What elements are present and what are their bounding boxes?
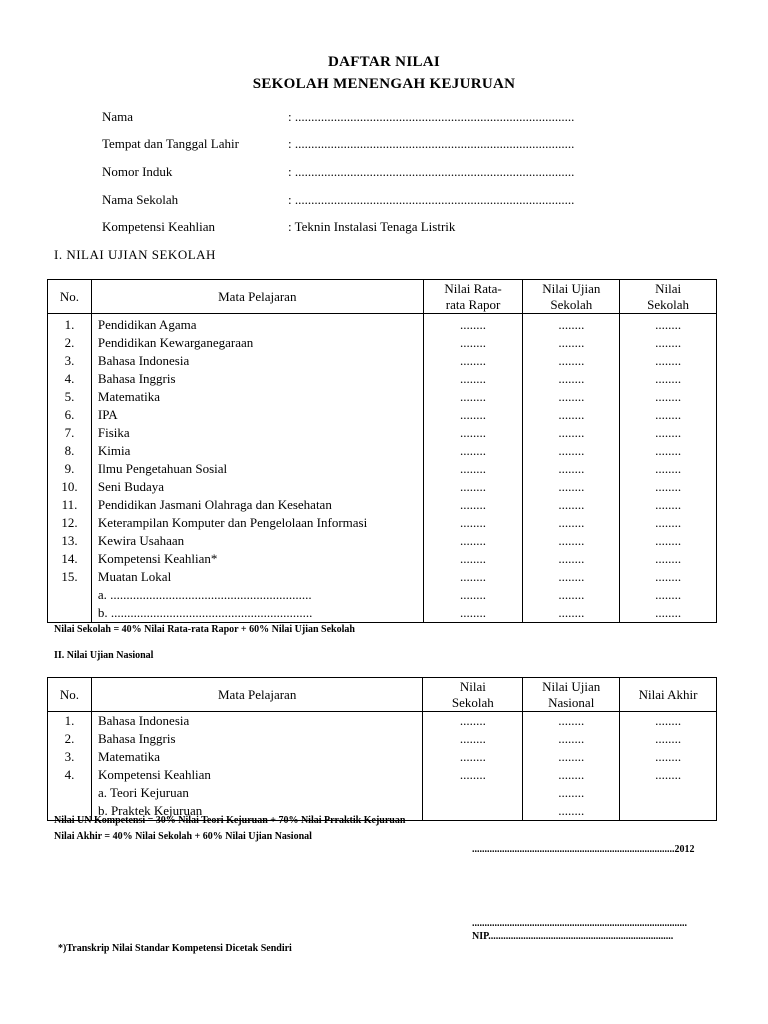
score-cell: ........ [620, 370, 717, 388]
subject-name: Matematika [91, 388, 423, 406]
score-cell: ........ [523, 496, 620, 514]
row-number: 9. [48, 460, 92, 478]
header-school-score: Nilai Sekolah [620, 280, 717, 314]
score-cell: ........ [423, 406, 523, 424]
score-cell [423, 784, 523, 802]
score-cell: ........ [523, 352, 620, 370]
identity-label: Nama Sekolah [102, 192, 179, 207]
score-cell: ........ [423, 514, 523, 532]
identity-value: : ...................................................................................... [288, 192, 575, 207]
row-number: 8. [48, 442, 92, 460]
score-cell [423, 802, 523, 821]
table-row [48, 586, 717, 604]
score-cell: ........ [523, 784, 620, 802]
identity-label: Tempat dan Tanggal Lahir [102, 136, 239, 151]
score-cell: ........ [523, 478, 620, 496]
score-cell: ........ [423, 424, 523, 442]
row-number: 3. [48, 748, 92, 766]
score-cell: ........ [620, 478, 717, 496]
national-exam-table [47, 677, 717, 821]
score-cell: ........ [523, 388, 620, 406]
table-row [48, 532, 717, 550]
row-number: 1. [48, 314, 92, 335]
score-cell: ........ [423, 712, 523, 731]
table-row [48, 712, 717, 731]
table-row [48, 370, 717, 388]
row-number: 4. [48, 766, 92, 784]
nip-line: NIP.......................................................................... [472, 931, 674, 942]
subject-name: Bahasa Inggris [91, 370, 423, 388]
score-cell: ........ [523, 604, 620, 623]
header-subject: Mata Pelajaran [91, 280, 423, 314]
row-number [48, 784, 92, 802]
identity-label: Nomor Induk [102, 164, 173, 179]
un-competency-formula: Nilai UN Kompetensi = 30% Nilai Teori Kejuruan + 70% Nilai Prraktik Kejuruan [54, 815, 406, 826]
score-cell: ........ [620, 586, 717, 604]
score-cell: ........ [620, 550, 717, 568]
score-cell: ........ [523, 532, 620, 550]
score-cell: ........ [523, 314, 620, 335]
score-cell: ........ [423, 532, 523, 550]
signature-name-line: ...................................................................................... [472, 918, 687, 929]
identity-label: Kompetensi Keahlian [102, 219, 215, 234]
table-row [48, 406, 717, 424]
subject-name: Seni Budaya [91, 478, 423, 496]
score-cell: ........ [523, 550, 620, 568]
table-row [48, 748, 717, 766]
score-cell: ........ [423, 586, 523, 604]
row-number: 11. [48, 496, 92, 514]
score-cell: ........ [620, 442, 717, 460]
row-number: 12. [48, 514, 92, 532]
header-subject: Mata Pelajaran [91, 678, 422, 712]
row-number [48, 604, 92, 623]
score-cell: ........ [423, 550, 523, 568]
score-cell: ........ [523, 568, 620, 586]
subject-name: Pendidikan Kewarganegaraan [91, 334, 423, 352]
score-cell: ........ [620, 352, 717, 370]
subject-name: Bahasa Indonesia [91, 352, 423, 370]
subject-name: a. .............................................................. [91, 586, 423, 604]
score-cell: ........ [423, 730, 523, 748]
score-cell: ........ [423, 568, 523, 586]
identity-label: Nama [102, 109, 134, 124]
score-cell: ........ [620, 748, 717, 766]
score-cell: ........ [523, 406, 620, 424]
table-row [48, 730, 717, 748]
header-school-exam: Nilai Ujian Sekolah [523, 280, 620, 314]
row-number: 15. [48, 568, 92, 586]
identity-value: : ...................................................................................... [288, 164, 575, 179]
score-cell: ........ [523, 424, 620, 442]
subject-name: Keterampilan Komputer dan Pengelolaan Informasi [91, 514, 423, 532]
score-cell: ........ [523, 730, 620, 748]
score-cell: ........ [423, 352, 523, 370]
score-cell: ........ [620, 712, 717, 731]
score-cell: ........ [423, 496, 523, 514]
subject-name: Ilmu Pengetahuan Sosial [91, 460, 423, 478]
subject-name: Pendidikan Agama [91, 314, 423, 335]
section2-title: II. Nilai Ujian Nasional [54, 650, 154, 661]
score-cell: ........ [523, 802, 620, 821]
score-cell: ........ [620, 568, 717, 586]
score-cell: ........ [523, 334, 620, 352]
row-number: 5. [48, 388, 92, 406]
score-cell [620, 802, 717, 821]
table-row [48, 388, 717, 406]
table-row [48, 314, 717, 335]
subject-name: b. Praktek Kejuruan [91, 802, 422, 821]
header-report-average: Nilai Rata- rata Rapor [423, 280, 523, 314]
subject-name: Pendidikan Jasmani Olahraga dan Kesehatan [91, 496, 423, 514]
subject-name: Kompetensi Keahlian [91, 766, 422, 784]
score-cell: ........ [523, 370, 620, 388]
score-cell: ........ [423, 748, 523, 766]
row-number: 1. [48, 712, 92, 731]
header-school-score: Nilai Sekolah [423, 678, 523, 712]
subject-name: b. .............................................................. [91, 604, 423, 623]
score-cell: ........ [620, 532, 717, 550]
table-row [48, 568, 717, 586]
score-cell: ........ [620, 334, 717, 352]
score-cell: ........ [620, 424, 717, 442]
table-row [48, 334, 717, 352]
score-cell: ........ [620, 604, 717, 623]
table-row [48, 766, 717, 784]
row-number: 6. [48, 406, 92, 424]
row-number: 2. [48, 730, 92, 748]
subject-name: Bahasa Indonesia [91, 712, 422, 731]
row-number: 3. [48, 352, 92, 370]
subject-name: Kimia [91, 442, 423, 460]
table-row [48, 550, 717, 568]
score-cell: ........ [523, 514, 620, 532]
row-number: 13. [48, 532, 92, 550]
row-number: 2. [48, 334, 92, 352]
score-cell: ........ [620, 496, 717, 514]
table-row [48, 604, 717, 623]
header-final-score: Nilai Akhir [620, 678, 717, 712]
score-cell: ........ [620, 514, 717, 532]
score-cell: ........ [523, 586, 620, 604]
score-cell: ........ [523, 460, 620, 478]
score-cell: ........ [423, 478, 523, 496]
footnote: *)Transkrip Nilai Standar Kompetensi Dicetak Sendiri [58, 943, 292, 954]
header-national-exam: Nilai Ujian Nasional [523, 678, 620, 712]
subject-name: Kewira Usahaan [91, 532, 423, 550]
header-no: No. [48, 280, 92, 314]
score-cell: ........ [423, 766, 523, 784]
place-date-line: .................................................................................2012 [472, 844, 695, 855]
subject-name: Muatan Lokal [91, 568, 423, 586]
subject-name: Bahasa Inggris [91, 730, 422, 748]
score-cell: ........ [423, 442, 523, 460]
table-row [48, 784, 717, 802]
score-cell: ........ [423, 604, 523, 623]
row-number [48, 586, 92, 604]
identity-value: : ...................................................................................... [288, 136, 575, 151]
row-number: 4. [48, 370, 92, 388]
row-number: 14. [48, 550, 92, 568]
score-cell: ........ [423, 460, 523, 478]
score-cell: ........ [620, 314, 717, 335]
header-no: No. [48, 678, 92, 712]
subject-name: a. Teori Kejuruan [91, 784, 422, 802]
table-row [48, 442, 717, 460]
score-cell: ........ [523, 712, 620, 731]
score-cell: ........ [523, 748, 620, 766]
score-cell: ........ [423, 334, 523, 352]
table-row [48, 352, 717, 370]
score-cell: ........ [423, 388, 523, 406]
subject-name: Fisika [91, 424, 423, 442]
score-cell: ........ [620, 730, 717, 748]
row-number: 7. [48, 424, 92, 442]
score-cell: ........ [620, 460, 717, 478]
score-cell: ........ [523, 442, 620, 460]
score-cell: ........ [423, 370, 523, 388]
doc-subtitle: SEKOLAH MENENGAH KEJURUAN [252, 76, 516, 92]
score-cell: ........ [423, 314, 523, 335]
subject-name: IPA [91, 406, 423, 424]
school-exam-table [47, 279, 717, 623]
table-row [48, 514, 717, 532]
table-row [48, 460, 717, 478]
subject-name: Matematika [91, 748, 422, 766]
section1-title: I. NILAI UJIAN SEKOLAH [54, 247, 216, 262]
score-cell: ........ [620, 406, 717, 424]
score-cell [620, 784, 717, 802]
table-row [48, 496, 717, 514]
score-cell: ........ [620, 388, 717, 406]
score-cell: ........ [620, 766, 717, 784]
table-row [48, 478, 717, 496]
final-score-formula: Nilai Akhir = 40% Nilai Sekolah + 60% Nilai Ujian Nasional [54, 831, 312, 842]
school-score-formula: Nilai Sekolah = 40% Nilai Rata-rata Rapor + 60% Nilai Ujian Sekolah [54, 624, 355, 635]
subject-name: Kompetensi Keahlian* [91, 550, 423, 568]
table-row [48, 424, 717, 442]
doc-title: DAFTAR NILAI [327, 54, 441, 70]
row-number: 10. [48, 478, 92, 496]
identity-value: : Teknin Instalasi Tenaga Listrik [288, 219, 456, 234]
identity-value: : ...................................................................................... [288, 109, 575, 124]
score-cell: ........ [523, 766, 620, 784]
